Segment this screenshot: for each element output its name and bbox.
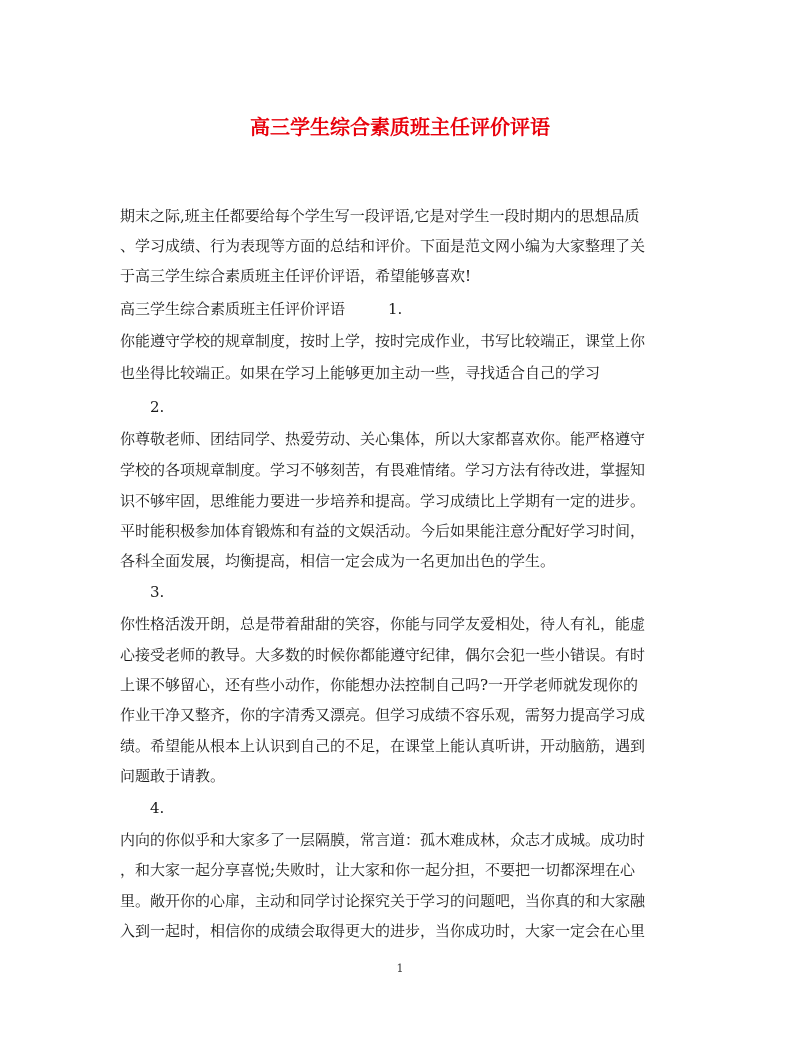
paragraph-line: 你性格活泼开朗，总是带着甜甜的笑容，你能与同学友爱相处，待人有礼，能虚 (120, 615, 646, 633)
paragraph-line: 内向的你似乎和大家多了一层隔膜，常言道：孤木难成林，众志才成城。成功时 (120, 831, 646, 849)
intro-line: 期末之际,班主任都要给每个学生写一段评语,它是对学生一段时期内的思想品质 (120, 207, 640, 225)
subtitle: 高三学生综合素质班主任评价评语 (120, 300, 346, 318)
paragraph-line: 里。敞开你的心扉，主动和同学讨论探究关于学习的问题吧，当你真的和大家融 (120, 892, 646, 910)
paragraph-line: 各科全面发展，均衡提高，相信一定会成为一名更加出色的学生。 (120, 552, 556, 570)
paragraph-line: 你能遵守学校的规章制度，按时上学，按时完成作业，书写比较端正，课堂上你 (120, 332, 646, 350)
paragraph-line: 平时能积极参加体育锻炼和有益的文娱活动。今后如果能注意分配好学习时间， (120, 522, 646, 540)
section-number: 4. (150, 799, 165, 817)
paragraph-line: 也坐得比较端正。如果在学习上能够更加主动一些，寻找适合自己的学习 (120, 364, 601, 382)
section-number: 3. (150, 583, 165, 601)
intro-line: 、学习成绩、行为表现等方面的总结和评价。下面是范文网小编为大家整理了关 (120, 237, 646, 255)
paragraph-line: 绩。希望能从根本上认识到自己的不足，在课堂上能认真听讲，开动脑筋，遇到 (120, 737, 646, 755)
section-number: 2. (150, 398, 165, 416)
section-number: 1. (388, 300, 403, 318)
paragraph-line: 上课不够留心，还有些小动作，你能想办法控制自己吗?一开学老师就发现你的 (120, 676, 639, 694)
paragraph-line: 入到一起时，相信你的成绩会取得更大的进步，当你成功时，大家一定会在心里 (120, 922, 646, 940)
paragraph-line: 识不够牢固，思维能力要进一步培养和提高。学习成绩比上学期有一定的进步。 (120, 492, 646, 510)
paragraph-line: 心接受老师的教导。大多数的时候你都能遵守纪律，偶尔会犯一些小错误。有时 (120, 646, 646, 664)
page-title: 高三学生综合素质班主任评价评语 (250, 115, 550, 139)
paragraph-line: 你尊敬老师、团结同学、热爱劳动、关心集体，所以大家都喜欢你。能严格遵守 (120, 430, 646, 448)
intro-line: 于高三学生综合素质班主任评价评语，希望能够喜欢! (120, 267, 472, 285)
paragraph-line: 作业干净又整齐，你的字清秀又漂亮。但学习成绩不容乐观，需努力提高学习成 (120, 706, 646, 724)
paragraph-line: 学校的各项规章制度。学习不够刻苦，有畏难情绪。学习方法有待改进，掌握知 (120, 461, 646, 479)
paragraph-line: ，和大家一起分享喜悦;失败时，让大家和你一起分担，不要把一切都深埋在心 (120, 861, 636, 879)
paragraph-line: 问题敢于请教。 (120, 767, 226, 785)
page-number: 1 (396, 962, 404, 975)
